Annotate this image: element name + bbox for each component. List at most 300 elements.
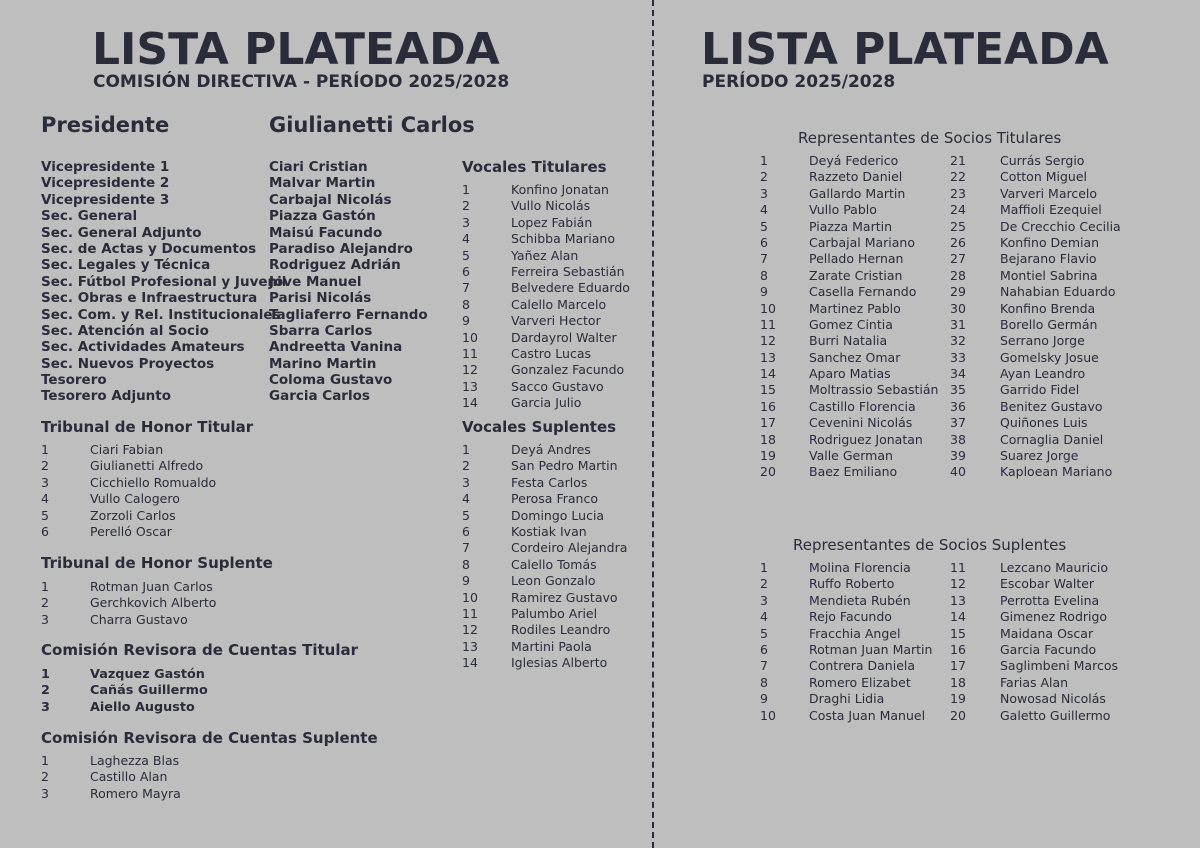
list-item <box>950 284 1150 300</box>
list-item <box>760 415 945 431</box>
item-number: 12 <box>462 362 478 378</box>
item-number: 6 <box>760 641 768 657</box>
role-holder-name: Sbarra Carlos <box>269 322 373 339</box>
item-number: 2 <box>462 198 470 214</box>
list-item <box>462 655 642 671</box>
list-item <box>462 215 642 231</box>
president-label: Presidente <box>41 113 170 137</box>
list-item <box>462 573 642 589</box>
item-number: 3 <box>41 474 49 490</box>
roles-list <box>41 159 287 405</box>
role-holder-name: Ciari Cristian <box>269 159 368 175</box>
item-name: Perosa Franco <box>511 491 598 507</box>
list-item <box>760 691 945 707</box>
list-item <box>760 626 945 642</box>
item-name: Kostiak Ivan <box>511 523 587 539</box>
role-label: Sec. Fútbol Profesional y Juvenil <box>41 273 287 290</box>
page-divider <box>652 0 654 848</box>
suplentes-col2 <box>950 560 1150 724</box>
list-item <box>462 231 642 247</box>
item-name: Nahabian Eduardo <box>1000 284 1116 300</box>
item-name: Ruffo Roberto <box>809 576 895 592</box>
item-number: 24 <box>950 202 966 218</box>
item-name: Aparo Matias <box>809 366 891 382</box>
item-number: 4 <box>760 609 768 625</box>
role-holder-name: Tagliaferro Fernando <box>269 306 428 323</box>
list-item <box>41 683 261 699</box>
list-item <box>950 448 1150 464</box>
item-name: Cicchiello Romualdo <box>90 474 217 490</box>
role-label: Sec. General Adjunto <box>41 224 202 241</box>
list-item <box>760 153 945 169</box>
item-name: Contrera Daniela <box>809 658 916 674</box>
list-item <box>760 235 945 251</box>
list-item <box>950 251 1150 267</box>
list-item <box>760 609 945 625</box>
list-item <box>760 432 945 448</box>
list-item <box>950 642 1150 658</box>
tribunal-titular-list <box>41 442 261 540</box>
item-name: Cordeiro Alejandra <box>511 540 628 556</box>
item-name: Nowosad Nicolás <box>1000 691 1106 707</box>
item-number: 27 <box>950 251 966 267</box>
item-name: Cevenini Nicolás <box>809 415 913 431</box>
item-name: Bejarano Flavio <box>1000 251 1097 267</box>
role-holder-name: Carbajal Nicolás <box>269 191 392 208</box>
list-item <box>462 264 642 280</box>
revisora-suplente-list <box>41 753 261 802</box>
item-name: Pellado Hernan <box>809 251 904 267</box>
item-name: Zarate Cristian <box>809 267 903 283</box>
item-number: 15 <box>950 625 966 641</box>
role-holder-name: Marino Martin <box>269 355 377 372</box>
list-item <box>950 658 1150 674</box>
item-number: 35 <box>950 382 966 398</box>
item-name: Gomez Cintia <box>809 316 893 332</box>
item-name: Garrido Fidel <box>1000 382 1080 398</box>
item-name: Garcia Facundo <box>1000 641 1097 657</box>
item-name: Konfino Brenda <box>1000 300 1096 316</box>
item-number: 40 <box>950 464 966 480</box>
tribunal-titular-title: Tribunal de Honor Titular <box>41 418 254 436</box>
item-name: Maffioli Ezequiel <box>1000 202 1102 218</box>
item-number: 5 <box>760 218 768 234</box>
list-item <box>950 317 1150 333</box>
list-item <box>462 297 642 313</box>
list-item <box>462 606 642 622</box>
role-label: Sec. General <box>41 208 138 225</box>
list-item <box>950 301 1150 317</box>
item-name: Gonzalez Facundo <box>511 362 625 378</box>
list-item <box>41 667 261 683</box>
item-number: 14 <box>462 655 478 671</box>
role-holder-name: Coloma Gustavo <box>269 372 393 389</box>
list-item <box>41 442 261 458</box>
list-item <box>950 560 1150 576</box>
item-name: Rodiles Leandro <box>511 622 611 638</box>
item-name: Laghezza Blas <box>90 753 180 768</box>
item-name: Castillo Florencia <box>809 398 916 414</box>
role-label: Vicepresidente 1 <box>41 159 170 175</box>
item-name: Farias Alan <box>1000 674 1069 690</box>
list-item <box>950 593 1150 609</box>
item-name: Benitez Gustavo <box>1000 398 1103 414</box>
item-name: Galetto Guillermo <box>1000 707 1111 723</box>
list-item <box>462 491 642 507</box>
item-number: 1 <box>462 182 470 197</box>
item-number: 6 <box>760 234 768 250</box>
list-item <box>950 366 1150 382</box>
list-item <box>950 708 1150 724</box>
item-name: Valle German <box>809 448 893 464</box>
list-item <box>41 579 261 595</box>
item-name: Casella Fernando <box>809 284 917 300</box>
item-number: 3 <box>760 592 768 608</box>
item-number: 10 <box>462 329 478 345</box>
item-number: 33 <box>950 349 966 365</box>
item-number: 11 <box>462 605 478 621</box>
item-number: 8 <box>462 296 470 312</box>
item-name: Charra Gustavo <box>90 611 188 627</box>
role-holder-name: Andreetta Vanina <box>269 339 403 356</box>
item-number: 1 <box>41 442 49 457</box>
item-name: Escobar Walter <box>1000 576 1095 592</box>
item-name: Currás Sergio <box>1000 153 1085 168</box>
item-number: 8 <box>760 267 768 283</box>
right-subtitle: PERÍODO 2025/2028 <box>702 72 896 92</box>
item-name: Baez Emiliano <box>809 464 898 480</box>
item-name: Lezcano Mauricio <box>1000 560 1109 575</box>
item-number: 17 <box>760 415 776 431</box>
item-name: Cotton Miguel <box>1000 169 1087 185</box>
item-number: 14 <box>462 395 478 411</box>
item-number: 13 <box>462 378 478 394</box>
item-number: 4 <box>462 491 470 507</box>
item-name: Vazquez Gastón <box>90 667 205 682</box>
role-label: Sec. Com. y Rel. Institucionales <box>41 306 281 323</box>
item-number: 1 <box>462 442 470 457</box>
list-item <box>760 219 945 235</box>
item-name: Giulianetti Alfredo <box>90 458 204 474</box>
list-item <box>950 609 1150 625</box>
item-name: Aiello Augusto <box>90 699 195 715</box>
item-number: 20 <box>760 464 776 480</box>
right-title: LISTA PLATEADA <box>701 24 1109 75</box>
vocales-suplentes-title: Vocales Suplentes <box>462 418 617 436</box>
item-number: 7 <box>760 251 768 267</box>
item-number: 16 <box>760 398 776 414</box>
list-item <box>760 708 945 724</box>
list-item <box>760 333 945 349</box>
item-number: 19 <box>950 691 966 707</box>
item-name: Castillo Alan <box>90 769 168 785</box>
role-label: Sec. Atención al Socio <box>41 322 209 339</box>
item-name: Perrotta Evelina <box>1000 592 1100 608</box>
item-name: Gerchkovich Alberto <box>90 595 217 611</box>
list-item <box>760 268 945 284</box>
item-number: 36 <box>950 398 966 414</box>
item-number: 7 <box>760 658 768 674</box>
list-item <box>462 330 642 346</box>
item-name: Belvedere Eduardo <box>511 280 630 296</box>
item-name: Draghi Lidia <box>809 691 885 707</box>
list-item <box>760 284 945 300</box>
item-number: 29 <box>950 284 966 300</box>
item-name: Vullo Pablo <box>809 202 877 218</box>
list-item <box>950 186 1150 202</box>
item-name: Saglimbeni Marcos <box>1000 658 1118 674</box>
item-number: 9 <box>760 691 768 707</box>
list-item <box>760 560 945 576</box>
item-name: Mendieta Rubén <box>809 592 911 608</box>
role-label: Sec. de Actas y Documentos <box>41 240 257 257</box>
item-number: 8 <box>760 674 768 690</box>
item-name: Rotman Juan Martin <box>809 641 933 657</box>
item-number: 6 <box>41 523 49 539</box>
item-number: 11 <box>950 560 966 575</box>
list-item <box>950 235 1150 251</box>
list-item <box>41 508 261 524</box>
item-number: 1 <box>41 753 49 768</box>
item-number: 37 <box>950 415 966 431</box>
list-item <box>41 769 261 785</box>
item-number: 2 <box>41 595 49 611</box>
item-name: Varveri Hector <box>511 313 601 329</box>
item-name: San Pedro Martin <box>511 458 618 474</box>
revisora-titular-list <box>41 667 261 716</box>
item-name: Costa Juan Manuel <box>809 707 926 723</box>
list-item <box>760 301 945 317</box>
item-name: Ramirez Gustavo <box>511 589 618 605</box>
list-item <box>760 448 945 464</box>
item-name: Garcia Julio <box>511 395 582 411</box>
item-name: Cañás Guillermo <box>90 683 208 699</box>
role-label: Sec. Nuevos Proyectos <box>41 355 215 372</box>
list-item <box>462 442 642 458</box>
item-name: Konfino Jonatan <box>511 182 609 197</box>
role-names-list <box>269 159 449 405</box>
item-number: 10 <box>462 589 478 605</box>
president-name: Giulianetti Carlos <box>269 113 475 137</box>
item-name: Vullo Calogero <box>90 491 180 507</box>
item-name: Domingo Lucia <box>511 507 605 523</box>
item-name: Perelló Oscar <box>90 523 172 539</box>
list-item <box>760 464 945 480</box>
list-item <box>462 458 642 474</box>
left-subtitle: COMISIÓN DIRECTIVA - PERÍODO 2025/2028 <box>93 72 510 92</box>
item-number: 13 <box>462 638 478 654</box>
item-name: Rodriguez Jonatan <box>809 431 923 447</box>
list-item <box>41 700 261 716</box>
item-number: 32 <box>950 333 966 349</box>
item-number: 39 <box>950 448 966 464</box>
item-number: 5 <box>462 247 470 263</box>
item-name: Suarez Jorge <box>1000 448 1079 464</box>
list-item <box>462 198 642 214</box>
item-name: Carbajal Mariano <box>809 234 915 250</box>
list-item <box>760 366 945 382</box>
item-name: Kaploean Mariano <box>1000 464 1113 480</box>
list-item <box>41 475 261 491</box>
item-number: 15 <box>760 382 776 398</box>
item-name: Festa Carlos <box>511 474 588 490</box>
item-number: 14 <box>950 609 966 625</box>
role-holder-name: Rodriguez Adrián <box>269 257 401 274</box>
list-item <box>760 202 945 218</box>
list-item <box>760 317 945 333</box>
item-name: Iglesias Alberto <box>511 655 608 671</box>
item-number: 12 <box>760 333 776 349</box>
list-item <box>760 399 945 415</box>
list-item <box>950 691 1150 707</box>
item-name: Vullo Nicolás <box>511 198 591 214</box>
item-name: Ferreira Sebastián <box>511 263 625 279</box>
item-number: 9 <box>462 573 470 589</box>
item-name: Deyá Federico <box>809 153 899 168</box>
item-number: 14 <box>760 366 776 382</box>
item-number: 4 <box>462 231 470 247</box>
item-number: 3 <box>41 699 50 715</box>
item-name: Calello Tomás <box>511 556 597 572</box>
item-name: Montiel Sabrina <box>1000 267 1098 283</box>
item-name: Martini Paola <box>511 638 592 654</box>
list-item <box>760 169 945 185</box>
item-name: Romero Elizabet <box>809 674 911 690</box>
list-item <box>950 202 1150 218</box>
list-item <box>462 508 642 524</box>
list-item <box>950 268 1150 284</box>
role-holder-name: Paradiso Alejandro <box>269 240 413 257</box>
list-item <box>760 576 945 592</box>
item-name: Varveri Marcelo <box>1000 185 1098 201</box>
list-item <box>760 382 945 398</box>
list-item <box>950 153 1150 169</box>
item-number: 4 <box>760 202 768 218</box>
item-number: 2 <box>760 169 768 185</box>
item-name: Deyá Andres <box>511 442 591 457</box>
list-item <box>41 524 261 540</box>
item-name: Burri Natalia <box>809 333 888 349</box>
item-name: Palumbo Ariel <box>511 605 598 621</box>
item-name: Zorzoli Carlos <box>90 507 176 523</box>
item-name: Calello Marcelo <box>511 296 607 312</box>
role-holder-name: Maisú Facundo <box>269 224 383 241</box>
role-label: Sec. Actividades Amateurs <box>41 339 245 356</box>
list-item <box>760 593 945 609</box>
item-number: 5 <box>41 507 49 523</box>
item-name: Sacco Gustavo <box>511 378 604 394</box>
item-number: 10 <box>760 300 776 316</box>
item-number: 4 <box>41 491 49 507</box>
list-item <box>462 395 642 411</box>
item-name: Maidana Oscar <box>1000 625 1094 641</box>
list-item <box>950 576 1150 592</box>
role-holder-name: Jove Manuel <box>269 273 362 290</box>
item-number: 7 <box>462 540 470 556</box>
item-number: 2 <box>760 576 768 592</box>
item-name: Ayan Leandro <box>1000 366 1086 382</box>
list-item <box>462 524 642 540</box>
item-number: 16 <box>950 641 966 657</box>
item-name: Sanchez Omar <box>809 349 901 365</box>
role-label: Sec. Obras e Infraestructura <box>41 290 258 307</box>
list-item <box>41 786 261 802</box>
list-item <box>950 333 1150 349</box>
item-name: Dardayrol Walter <box>511 329 617 345</box>
item-name: Leon Gonzalo <box>511 573 596 589</box>
role-holder-name: Parisi Nicolás <box>269 290 372 307</box>
list-item <box>41 491 261 507</box>
list-item <box>950 169 1150 185</box>
list-item <box>950 415 1150 431</box>
item-number: 18 <box>950 674 966 690</box>
titulares-col2 <box>950 153 1150 481</box>
item-number: 11 <box>462 345 478 361</box>
item-name: Piazza Martin <box>809 218 893 234</box>
item-number: 5 <box>760 625 768 641</box>
item-number: 2 <box>41 769 49 785</box>
list-item <box>950 626 1150 642</box>
role-holder-name: Malvar Martin <box>269 175 376 192</box>
item-name: Quiñones Luis <box>1000 415 1088 431</box>
list-item <box>950 382 1150 398</box>
list-item <box>760 675 945 691</box>
tribunal-suplente-list <box>41 579 261 628</box>
list-item <box>462 590 642 606</box>
item-number: 28 <box>950 267 966 283</box>
list-item <box>950 432 1150 448</box>
item-name: Gimenez Rodrigo <box>1000 609 1108 625</box>
item-number: 8 <box>462 556 470 572</box>
item-name: Rejo Facundo <box>809 609 892 625</box>
item-name: Romero Mayra <box>90 785 181 801</box>
item-number: 17 <box>950 658 966 674</box>
list-item <box>760 251 945 267</box>
item-name: Rotman Juan Carlos <box>90 579 213 594</box>
item-number: 3 <box>462 214 470 230</box>
item-number: 2 <box>462 458 470 474</box>
role-label: Tesorero <box>41 372 107 389</box>
item-number: 6 <box>462 263 470 279</box>
item-name: Schibba Mariano <box>511 231 615 247</box>
item-name: Serrano Jorge <box>1000 333 1085 349</box>
item-number: 21 <box>950 153 966 168</box>
item-name: Gallardo Martin <box>809 185 906 201</box>
item-name: Konfino Demian <box>1000 234 1100 250</box>
item-number: 23 <box>950 185 966 201</box>
item-name: Castro Lucas <box>511 345 591 361</box>
titulares-title: Representantes de Socios Titulares <box>798 129 1062 147</box>
list-item <box>462 379 642 395</box>
item-name: Fracchia Angel <box>809 625 901 641</box>
list-item <box>462 248 642 264</box>
list-item <box>462 280 642 296</box>
list-item <box>462 540 642 556</box>
list-item <box>760 186 945 202</box>
role-label: Sec. Legales y Técnica <box>41 257 211 274</box>
list-item <box>760 350 945 366</box>
role-label: Vicepresidente 3 <box>41 191 170 208</box>
item-number: 10 <box>760 707 776 723</box>
item-number: 13 <box>950 592 966 608</box>
item-number: 1 <box>760 153 768 168</box>
item-name: Lopez Fabián <box>511 214 593 230</box>
list-item <box>462 639 642 655</box>
list-item <box>950 399 1150 415</box>
item-number: 2 <box>41 683 50 699</box>
role-holder-name: Piazza Gastón <box>269 208 376 225</box>
suplentes-title: Representantes de Socios Suplentes <box>793 536 1067 554</box>
